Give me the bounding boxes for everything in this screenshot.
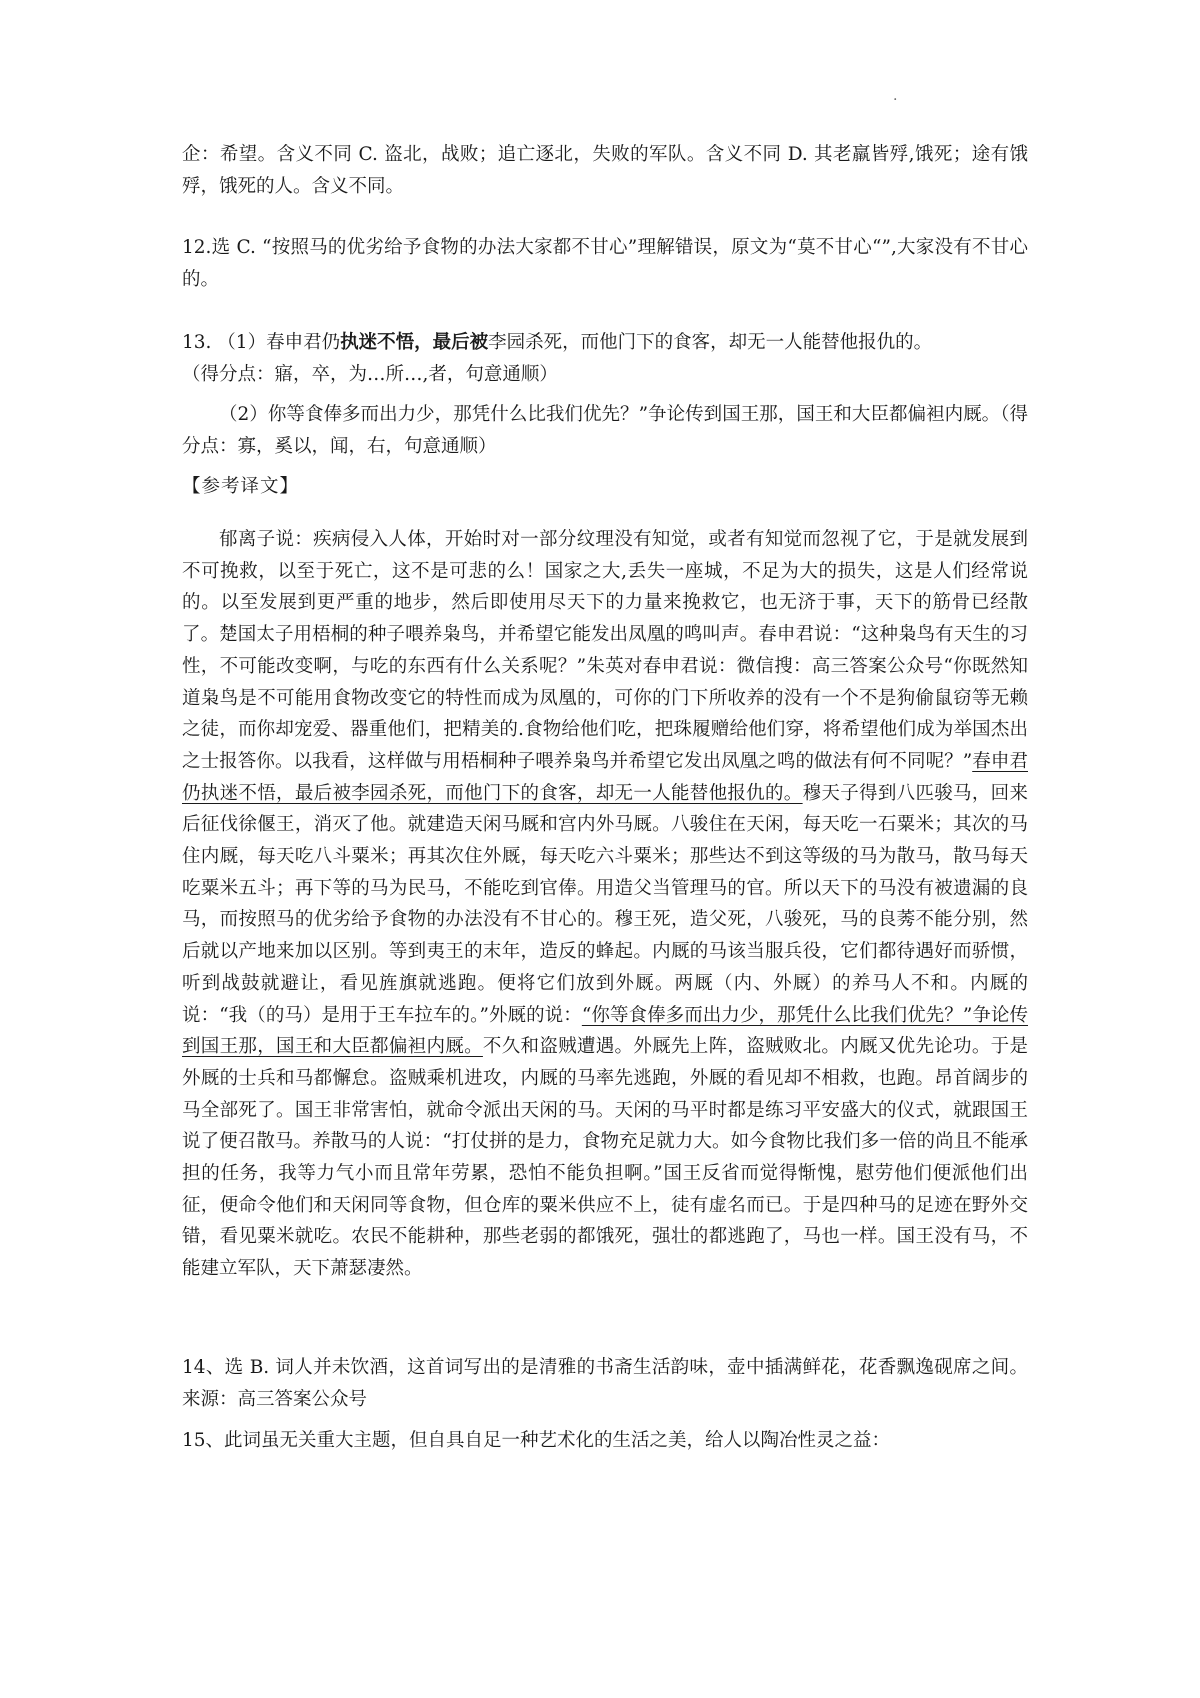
answer-13-bold-phrase-2: 最后被: [432, 332, 489, 353]
reference-translation-heading: [182, 471, 1028, 503]
reference-translation: [182, 524, 1028, 1285]
answer-13-comma: ，: [414, 332, 433, 353]
answer-13-scoring-points: （得分点：寤，卒，为…所…,者，句意通顺）: [182, 363, 558, 385]
answer-13-bold-phrase-1: 执迷不悟: [340, 332, 415, 353]
translation-part-1: 郁离子说：疾病侵入人体，开始时对一部分纹理没有知觉，或者有知觉而忽视了它，于是就发展到不可挽救，以至于死亡，这不是可悲的么！国家之大,丢失一座城，不足为大的损失，这是人们经常说的。以至发展到更严重的地步，然后即使用尽天下的力量来挽救它，也无济于事，天下的筋骨已经散了。楚国太子用梧桐的种子喂养枭鸟，并希望它能发出凤凰的鸣叫声。春申君说：“这种枭鸟有天生的习性，不可能改变啊，与吃的东西有什么关系呢？”朱英对春申君说：微信搜：高三答案公众号“你既然知道枭鸟是不可能用食物改变它的特性而成为凤凰的，可你的门下所收养的没有一个不是狗偷鼠窃等无赖之徒，而你却宠爱、器重他们，把精美的.食物给他们吃，把珠履赠给他们穿，将希望他们成为举国杰出之士报答你。以我看，这样做与用梧桐种子喂养枭鸟并希望它发出凤凰之鸣的做法有何不同呢？”: [182, 529, 1028, 772]
translation-underlined-2: “你等食俸多而出力少，那凭什么比我们优先？”争论传到国王那，国王和大臣都偏袒内厩。: [182, 1004, 1029, 1058]
answer-14-text: 14、选 B. 词人并未饮酒，这首词写出的是清雅的书斋生活韵味，壶中插满鲜花，花香飘逸砚席之间。来源：高三答案公众号: [182, 1357, 1028, 1410]
top-mark: .: [893, 88, 898, 104]
answer-15-text: 15、此词虽无关重大主题，但自具自足一种艺术化的生活之美，给人以陶冶性灵之益：: [182, 1430, 891, 1451]
answer-12-text: 12.选 C. “按照马的优劣给予食物的办法大家都不甘心”理解错误，原文为“莫不甘心“”,大家没有不甘心的。: [182, 237, 1028, 290]
answer-13-part1: [182, 327, 1028, 390]
translation-underlined-1: 春申君仍执迷不悟，最后被李园杀死，而他门下的食客，却无一人能替他报仇的。: [182, 750, 1028, 804]
answer-13-part2: [182, 399, 1028, 462]
answer-13-rest: 李园杀死，而他门下的食客，却无一人能替他报仇的。: [488, 332, 933, 353]
answer-12: [182, 232, 1028, 295]
section-heading: 【参考译文】: [182, 476, 300, 497]
answer-11-continued: [182, 139, 1028, 202]
answer-11-text: 企：希望。含义不同 C. 盗北，战败；追亡逐北，失败的军队。含义不同 D. 其老羸皆殍,饿死；途有饿殍，饿死的人。含义不同。: [182, 144, 1028, 197]
answer-13-prefix: 13. （1）春申君仍: [182, 332, 341, 353]
translation-part-3: 不久和盗贼遭遇。外厩先上阵，盗贼败北。内厩又优先论功。于是外厩的士兵和马都懈怠。盗贼乘机进攻，内厩的马率先逃跑，外厩的看见却不相救，也跑。昂首阔步的马全部死了。国王非常害怕，就命令派出天闲的马。天闲的马平时都是练习平安盛大的仪式，就跟国王说了便召散马。养散马的人说：“打仗拼的是力，食物充足就力大。如今食物比我们多一倍的尚且不能承担的任务，我等力气小而且常年劳累，恐怕不能负担啊。”国王反省而觉得惭愧，慰劳他们便派他们出征，便命令他们和天闲同等食物，但仓库的粟米供应不上，徒有虚名而已。于是四种马的足迹在野外交错，看见粟米就吃。农民不能耕种，那些老弱的都饿死，强壮的都逃跑了，马也一样。国王没有马，不能建立军队，天下萧瑟凄然。: [182, 1036, 1028, 1280]
answer-13-2-text: （2）你等食俸多而出力少，那凭什么比我们优先？”争论传到国王那，国王和大臣都偏袒内厩。（得分点：寡，奚以，闻，右，句意通顺）: [182, 404, 1028, 457]
answer-14: [182, 1352, 1028, 1415]
answer-15: [182, 1425, 1028, 1457]
translation-part-2: 穆天子得到八匹骏马，回来后征伐徐偃王，消灭了他。就建造天闲马厩和宫内外马厩。八骏住在天闲，每天吃一石粟米；其次的马住内厩，每天吃八斗粟米；再其次住外厩，每天吃六斗粟米；那些达不到这等级的马为散马，散马每天吃粟米五斗；再下等的马为民马，不能吃到官俸。用造父当管理马的官。所以天下的马没有被遗漏的良马，而按照马的优劣给予食物的办法没有不甘心的。穆王死，造父死，八骏死，马的良莠不能分别，然后就以产地来加以区别。等到夷王的末年，造反的蜂起。内厩的马该当服兵役，它们都待遇好而骄惯，听到战鼓就避让，看见旌旗就逃跑。便将它们放到外厩。两厩（内、外厩）的养马人不和。内厩的说：“我（的马）是用于王车拉车的。”外厩的说：: [182, 782, 1028, 1026]
